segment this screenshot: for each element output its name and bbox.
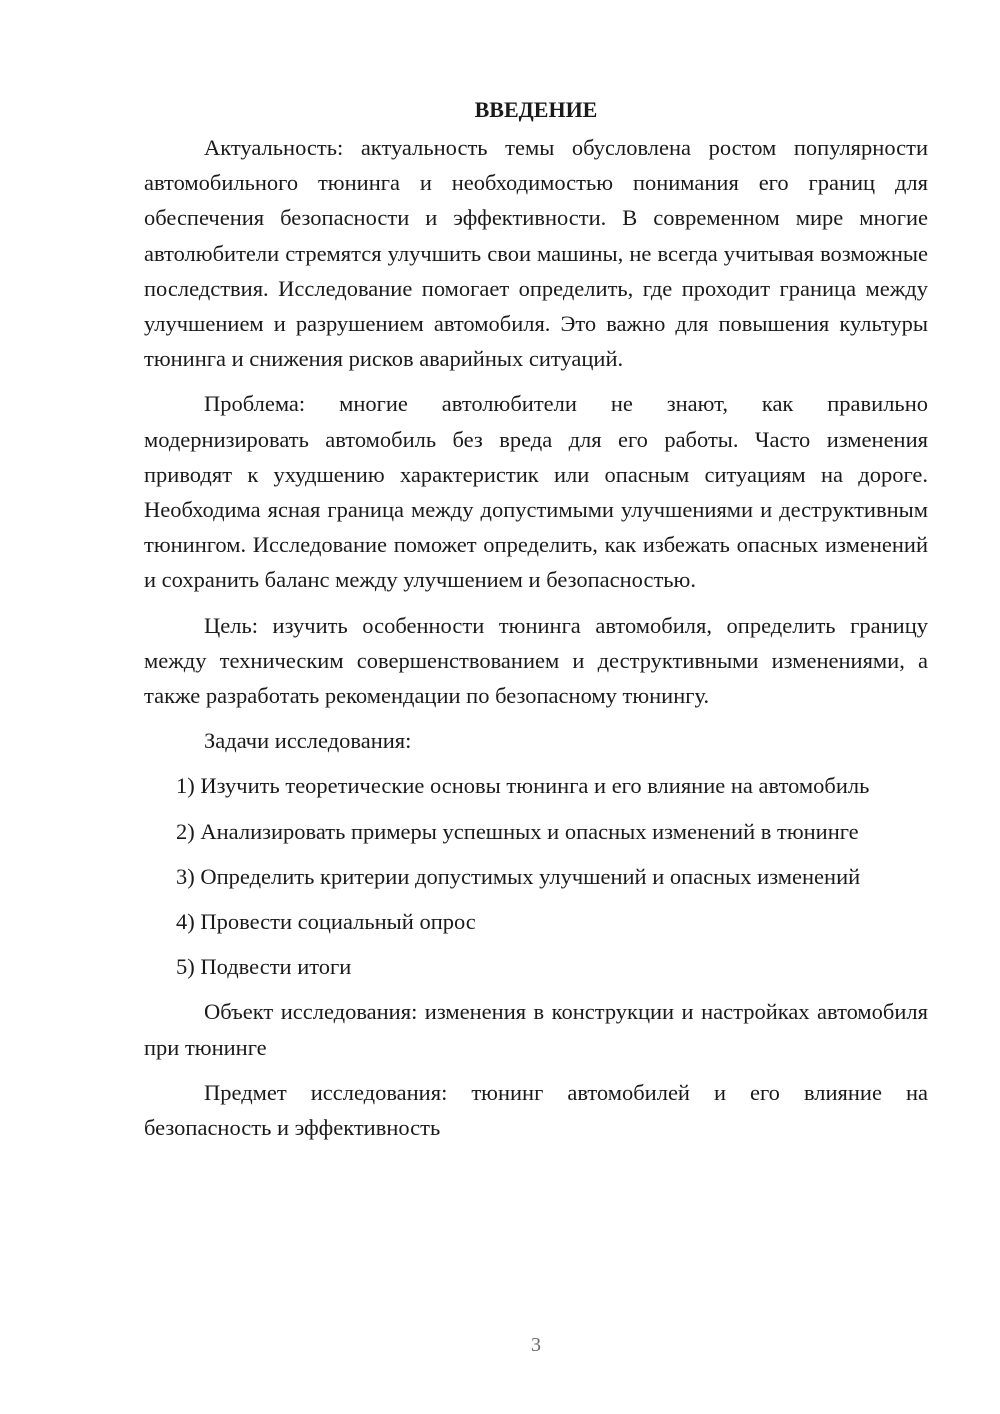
goal-paragraph: Цель: изучить особенности тюнинга автомобиля, определить границу между техническим совершенствованием и деструктивными изменениями, а также разработать рекомендации по безопасному тюнингу. — [144, 612, 928, 709]
object-paragraph: Объект исследования: изменения в конструкции и настройках автомобиля при тюнинге — [144, 999, 928, 1060]
task-item-4: 4) Провести социальный опрос — [176, 909, 476, 935]
task-item-3: 3) Определить критерии допустимых улучшений и опасных изменений — [176, 863, 861, 889]
tasks-heading: Задачи исследования: — [204, 728, 412, 754]
relevance-paragraph: Актуальность: актуальность темы обусловлена ростом популярности автомобильного тюнинга и необходимостью понимания его границ для обеспечения безопасности и эффективности. В современном мире многие автолюбители стремятся улучшить свои машины, не всегда учитывая возможные последствия. Исследование помогает определить, где проходит граница между улучшением и разрушением автомобиля. Это важно для повышения культуры тюнинга и снижения рисков аварийных ситуаций. — [144, 135, 928, 372]
subject-paragraph: Предмет исследования: тюнинг автомобилей и его влияние на безопасность и эффективность — [144, 1079, 928, 1141]
page-number: 3 — [531, 1334, 541, 1356]
page-title: ВВЕДЕНИЕ — [474, 97, 598, 122]
task-item-5: 5) Подвести итоги — [176, 954, 352, 980]
task-item-1: 1) Изучить теоретические основы тюнинга и его влияние на автомобиль — [176, 773, 870, 799]
task-item-2: 2) Анализировать примеры успешных и опасных изменений в тюнинге — [176, 818, 859, 844]
problem-paragraph: Проблема: многие автолюбители не знают, как правильно модернизировать автомобиль без вреда для его работы. Часто изменения приводят к ухудшению характеристик или опасным ситуациям на дороге. Необходима ясная граница между допустимыми улучшениями и деструктивным тюнингом. Исследование поможет определить, как избежать опасных изменений и сохранить баланс между улучшением и безопасностью. — [144, 391, 928, 593]
document-page — [144, 92, 928, 1155]
